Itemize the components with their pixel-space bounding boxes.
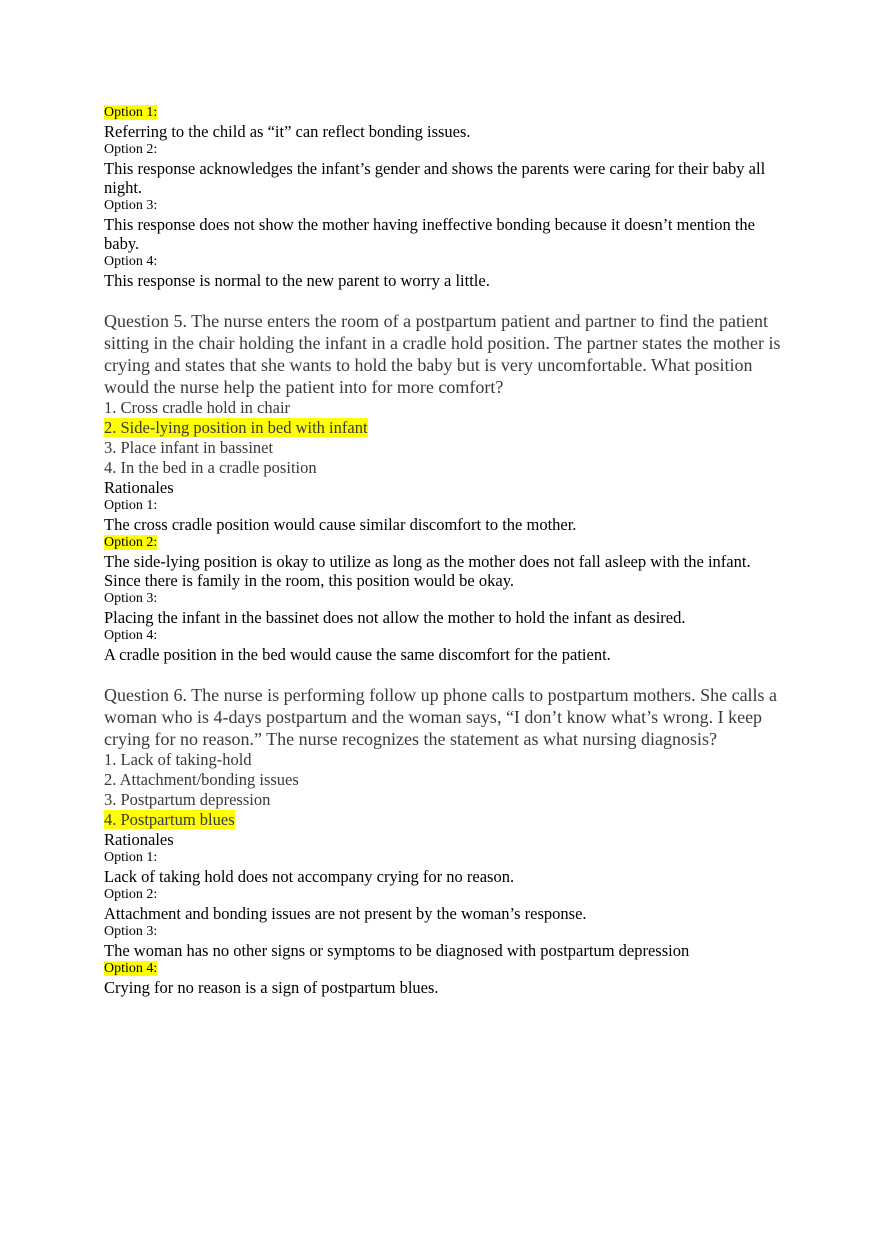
- correct-answer-choice: 2. Side-lying position in bed with infant: [104, 418, 368, 437]
- rationales-heading: Rationales: [104, 830, 174, 849]
- option-label: Option 2:: [104, 142, 158, 157]
- answer-choice: 1. Cross cradle hold in chair: [104, 398, 291, 417]
- option-explanation: Placing the infant in the bassinet does not allow the mother to hold the infant as desired.: [104, 608, 686, 627]
- option-explanation: The cross cradle position would cause similar discomfort to the mother.: [104, 515, 577, 534]
- option-explanation: This response acknowledges the infant’s gender and shows the parents were caring for their baby all night.: [104, 159, 766, 197]
- spacer: [104, 664, 784, 684]
- intro-rationales: [104, 104, 784, 290]
- question-6: [104, 684, 784, 997]
- option-label: Option 3:: [104, 924, 158, 939]
- spacer: [104, 290, 784, 310]
- option-explanation: The side-lying position is okay to utilize as long as the mother does not fall asleep with the infant. Since there is family in the room, this position would be okay.: [104, 552, 751, 590]
- option-explanation: This response is normal to the new parent to worry a little.: [104, 271, 490, 290]
- option-explanation: This response does not show the mother having ineffective bonding because it doesn’t mention the baby.: [104, 215, 756, 253]
- option-explanation: Attachment and bonding issues are not present by the woman’s response.: [104, 904, 587, 923]
- page-content: [104, 104, 784, 997]
- answer-choice: 1. Lack of taking-hold: [104, 750, 252, 769]
- option-explanation: The woman has no other signs or symptoms to be diagnosed with postpartum depression: [104, 941, 690, 960]
- answer-choice: 4. In the bed in a cradle position: [104, 458, 317, 477]
- rationales-heading: Rationales: [104, 478, 174, 497]
- answer-choice: 2. Attachment/bonding issues: [104, 770, 299, 789]
- option-explanation: Lack of taking hold does not accompany crying for no reason.: [104, 867, 515, 886]
- option-explanation: Referring to the child as “it” can reflect bonding issues.: [104, 122, 471, 141]
- option-label: Option 3:: [104, 591, 158, 606]
- option-label: Option 2:: [104, 535, 158, 550]
- option-label: Option 2:: [104, 887, 158, 902]
- answer-choice: 3. Postpartum depression: [104, 790, 271, 809]
- option-label: Option 1:: [104, 105, 158, 120]
- question-5: [104, 310, 784, 664]
- answer-choice: 3. Place infant in bassinet: [104, 438, 274, 457]
- option-label: Option 4:: [104, 254, 158, 269]
- option-label: Option 1:: [104, 850, 158, 865]
- option-explanation: Crying for no reason is a sign of postpartum blues.: [104, 978, 439, 997]
- correct-answer-choice: 4. Postpartum blues: [104, 810, 235, 829]
- option-label: Option 4:: [104, 961, 158, 976]
- option-label: Option 3:: [104, 198, 158, 213]
- option-label: Option 4:: [104, 628, 158, 643]
- option-label: Option 1:: [104, 498, 158, 513]
- question-text: Question 5. The nurse enters the room of a postpartum patient and partner to find the patient sitting in the chair holding the infant in a cradle hold position. The partner states the mother is crying and states that she wants to hold the baby but is very uncomfortable. What position would the nurse help the patient into for more comfort?: [104, 311, 781, 397]
- question-text: Question 6. The nurse is performing follow up phone calls to postpartum mothers. She calls a woman who is 4-days postpartum and the woman says, “I don’t know what’s wrong. I keep crying for no reason.” The nurse recognizes the statement as what nursing diagnosis?: [104, 685, 778, 749]
- option-explanation: A cradle position in the bed would cause the same discomfort for the patient.: [104, 645, 611, 664]
